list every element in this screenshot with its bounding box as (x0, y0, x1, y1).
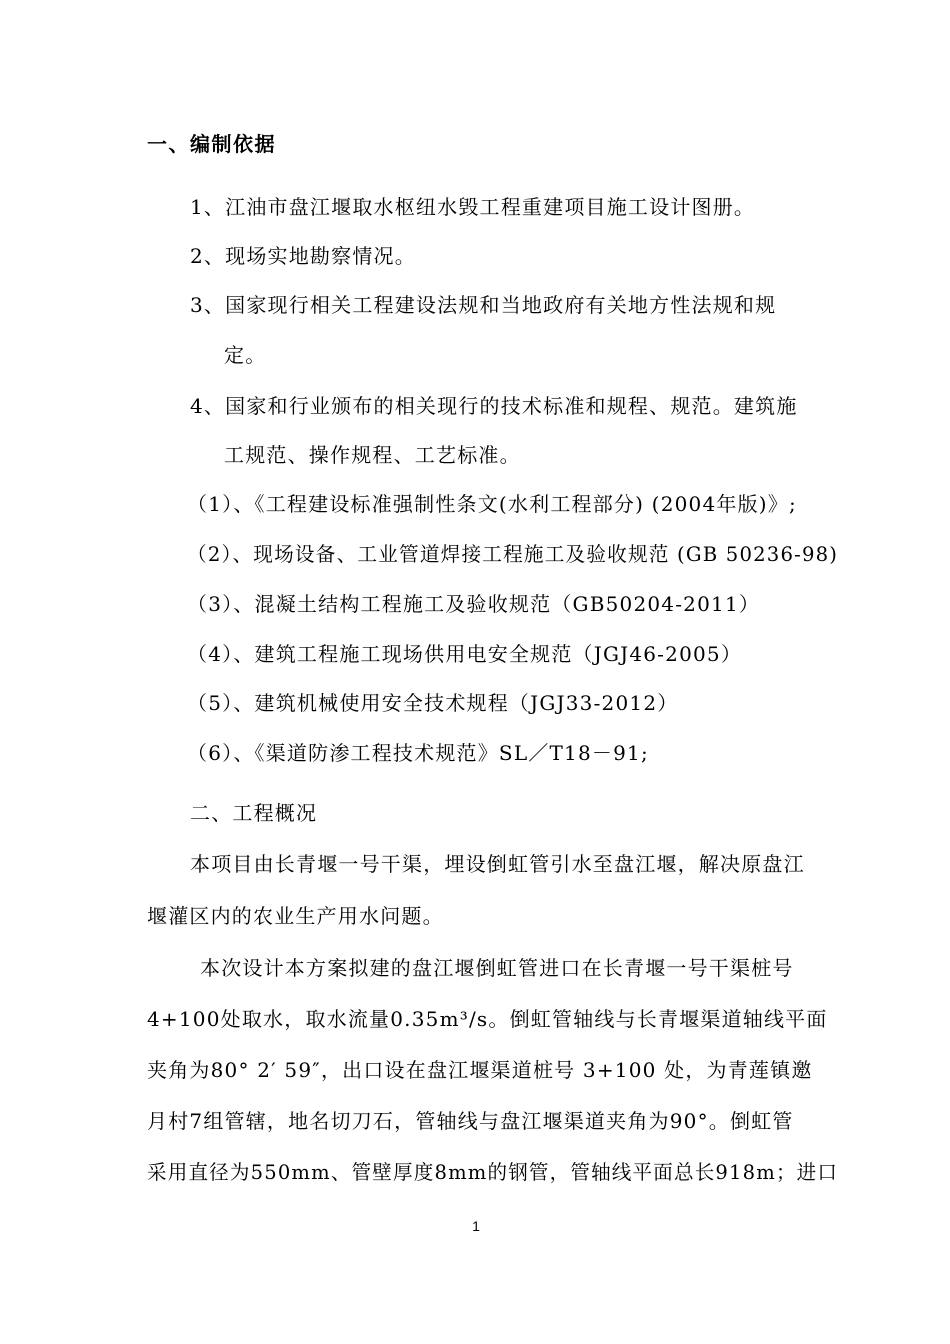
overview-paragraph-1-line-1: 本项目由长青堰一号干渠，埋设倒虹管引水至盘江堰，解决原盘江 (190, 852, 805, 876)
standard-item-4: （4）、建筑工程施工现场供用电安全规范（JGJ46-2005） (187, 642, 743, 666)
basis-item-2: 2、现场实地勘察情况。 (190, 244, 416, 268)
section-title-basis: 一、编制依据 (147, 132, 276, 156)
standard-item-2: （2）、现场设备、工业管道焊接工程施工及验收规范 (GB 50236-98) (187, 542, 839, 566)
overview-paragraph-2-line-4: 月村7组管辖，地名切刀石，管轴线与盘江堰渠道夹角为90°。倒虹管 (147, 1109, 794, 1133)
overview-paragraph-2-line-5: 采用直径为550mm、管壁厚度8mm的钢管，管轴线平面总长918m；进口 (147, 1160, 839, 1184)
page-number: 1 (472, 1218, 480, 1234)
basis-item-3: 3、国家现行相关工程建设法规和当地政府有关地方性法规和规 (190, 293, 777, 317)
overview-paragraph-1-line-2: 堰灌区内的农业生产用水问题。 (147, 904, 444, 928)
standard-item-1: （1）、《工程建设标准强制性条文(水利工程部分) (2004年版)》; (187, 492, 797, 516)
overview-paragraph-2-line-1: 本次设计本方案拟建的盘江堰倒虹管进口在长青堰一号干渠桩号 (200, 956, 794, 980)
standard-item-6: （6）、《渠道防渗工程技术规范》SL／T18－91; (187, 741, 649, 765)
standard-item-3: （3）、混凝土结构工程施工及验收规范（GB50204-2011） (187, 592, 761, 616)
overview-paragraph-2-line-2: 4+100处取水，取水流量0.35m³/s。倒虹管轴线与长青堰渠道轴线平面 (147, 1007, 828, 1031)
overview-paragraph-2-line-3: 夹角为80° 2′ 59″，出口设在盘江堰渠道桩号 3+100 处，为青莲镇邀 (147, 1058, 813, 1082)
basis-item-3-continued: 定。 (224, 343, 267, 367)
basis-item-4-continued: 工规范、操作规程、工艺标准。 (224, 443, 521, 467)
section-title-overview: 二、工程概况 (190, 801, 318, 825)
basis-item-4: 4、国家和行业颁布的相关现行的技术标准和规程、规范。建筑施 (190, 394, 798, 418)
basis-item-1: 1、江油市盘江堰取水枢纽水毁工程重建项目施工设计图册。 (190, 195, 756, 219)
standard-item-5: （5）、建筑机械使用安全技术规程（JGJ33-2012） (187, 691, 679, 715)
